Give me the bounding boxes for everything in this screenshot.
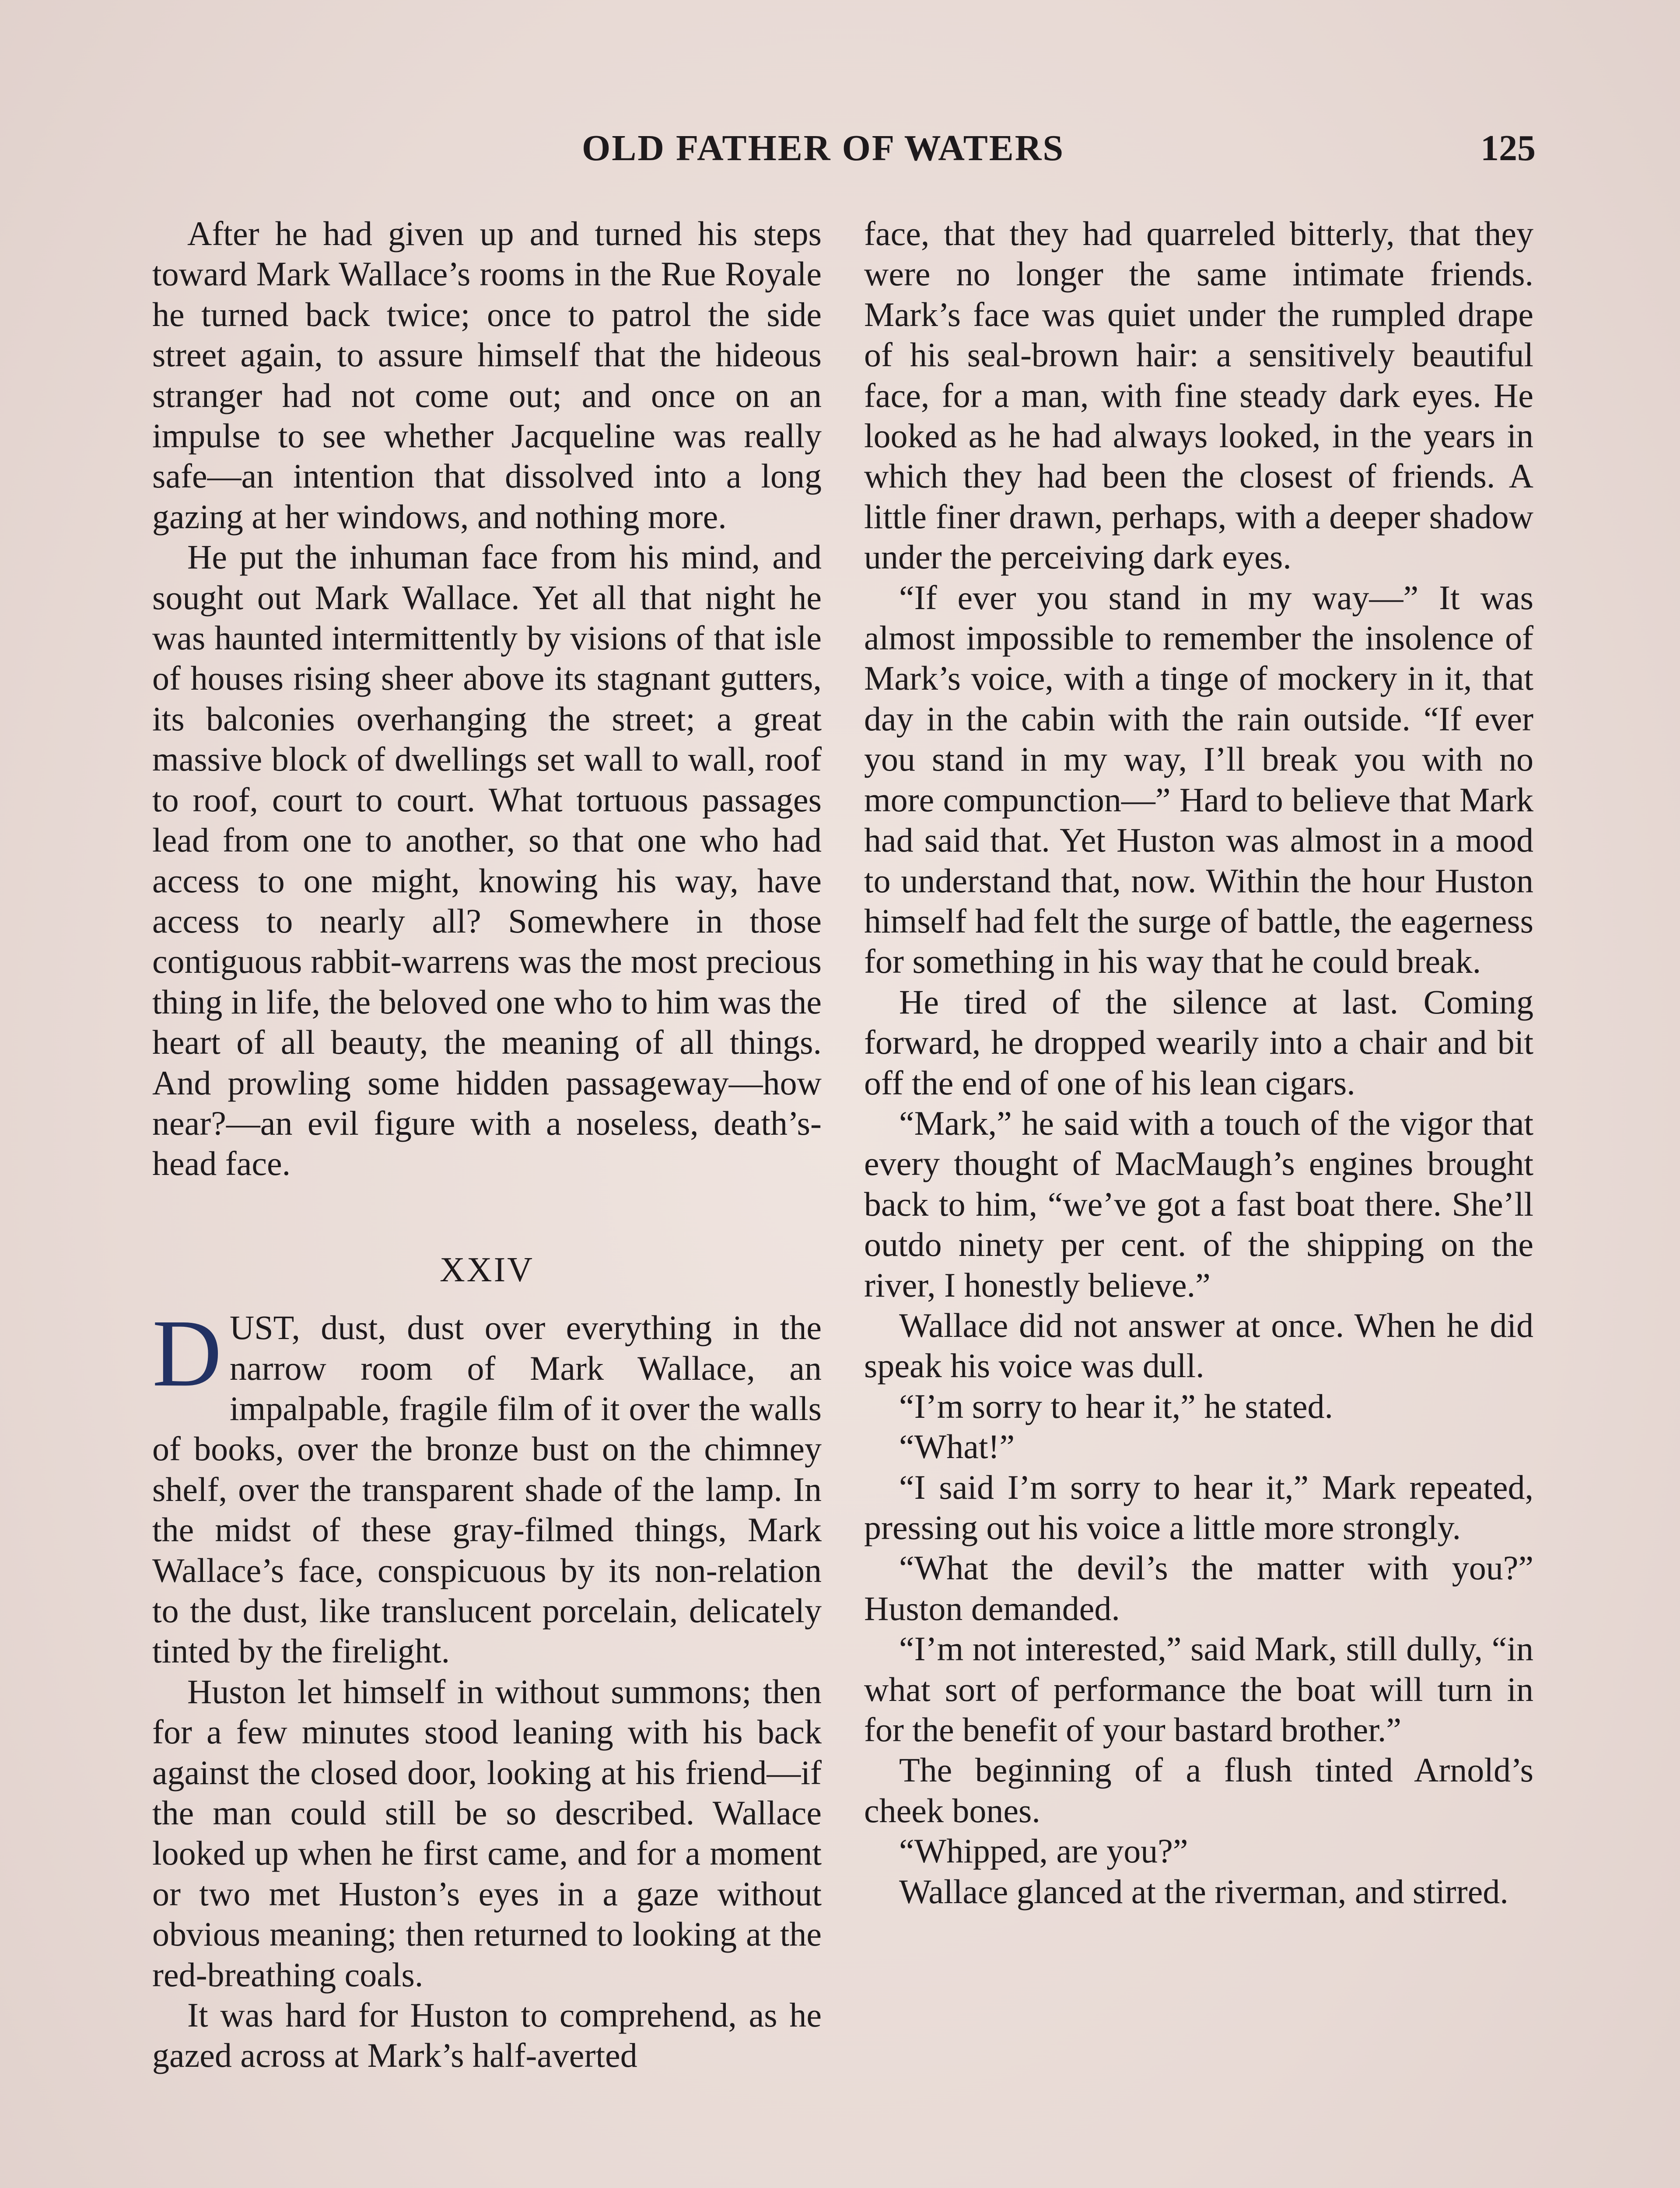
paragraph: After he had given up and turned his steps toward Mark Wallace’s rooms in the Rue Royale he turned back twice; once to patrol the side street again, to assure himself that the hideous stranger had not come out; and once on an impulse to see whether Jacqueline was really safe—an intention that dissolved into a long gazing at her windows, and nothing more. [152, 214, 822, 536]
paragraph: “Whipped, are you?” [899, 1832, 1188, 1870]
paragraph: It was hard for Huston to comprehend, as he gazed across at Mark’s half-averted [152, 1996, 822, 2075]
paragraph: “I said I’m sorry to hear it,” Mark repeated, pressing out his voice a little more strongly. [864, 1468, 1533, 1546]
page-number: 125 [1480, 128, 1536, 168]
paragraph: “What!” [899, 1427, 1015, 1466]
chapter-opening-paragraph [152, 1300, 822, 1672]
paragraph: “If ever you stand in my way—” It was almost impossible to remember the insolence of Mark’s voice, with a tinge of mockery in it, that day in the cabin with the rain outside. “If ever you stand in my way, I’ll break you with no more compunction—” Hard to believe that Mark had said that. Yet Huston was almost in a mood to understand that, now. Within the hour Huston himself had felt the surge of battle, the eagerness for something in his way that he could break. [864, 578, 1533, 981]
page-header [0, 127, 1680, 175]
paragraph: “I’m sorry to hear it,” he stated. [899, 1387, 1333, 1425]
paragraph: Huston let himself in without summons; then for a few minutes stood leaning with his back against the closed door, looking at his friend—if the man could still be so described. Wallace looked up when he first came, and for a moment or two met Huston’s eyes in a gaze without obvious meaning; then returned to looking at the red-breathing coals. [152, 1672, 822, 1994]
chapter-first-word: UST, [229, 1308, 300, 1347]
paragraph: He tired of the silence at last. Coming forward, he dropped wearily into a chair and bit off the end of one of his lean cigars. [864, 982, 1533, 1102]
paragraph: “What the devil’s the matter with you?” Huston demanded. [864, 1549, 1533, 1627]
drop-cap: D [152, 1300, 222, 1407]
paragraph: “I’m not interested,” said Mark, still dully, “in what sort of performance the boat will turn in for the benefit of your bastard brother.” [864, 1630, 1533, 1749]
chapter-opening-text: dust, dust over everything in the narrow room of Mark Wallace, an impalpable, fragile film of it over the walls of books, over the bronze bust on the chimney shelf, over the transparent shade of the lamp. In the midst of these gray-filmed things, Mark Wallace’s face, conspicuous by its non-relation to the dust, like translucent porcelain, delicately tinted by the firelight. [152, 1308, 822, 1670]
right-column [864, 214, 1533, 1912]
running-title: OLD FATHER OF WATERS [582, 128, 1065, 168]
paragraph: Wallace did not answer at once. When he did speak his voice was dull. [864, 1306, 1533, 1385]
paragraph: “Mark,” he said with a touch of the vigor that every thought of MacMaugh’s engines brought back to him, “we’ve got a fast boat there. She’ll outdo ninety per cent. of the shipping on the river, I honestly believe.” [864, 1104, 1533, 1304]
paragraph: The beginning of a flush tinted Arnold’s cheek bones. [864, 1751, 1533, 1830]
paragraph: He put the inhuman face from his mind, and sought out Mark Wallace. Yet all that night he was haunted intermittently by visions of that isle of houses rising sheer above its stagnant gutters, its balconies overhanging the street; a great massive block of dwellings set wall to wall, roof to roof, court to court. What tortuous passages lead from one to another, so that one who had access to one might, knowing his way, have access to nearly all? Somewhere in those contiguous rabbit-warrens was the most precious thing in life, the beloved one who to him was the heart of all beauty, the meaning of all things. And prowling some hidden passageway—how near?—an evil figure with a noseless, death’s-head face. [152, 538, 822, 1183]
paragraph: Wallace glanced at the riverman, and stirred. [899, 1872, 1508, 1911]
chapter-heading: XXIV [440, 1250, 534, 1289]
left-column [152, 214, 822, 2076]
paragraph: face, that they had quarreled bitterly, that they were no longer the same intimate friends. Mark’s face was quiet under the rumpled drape of his seal-brown hair: a sensitively beautiful face, for a man, with fine steady dark eyes. He looked as he had always looked, in the years in which they had been the closest of friends. A little finer drawn, perhaps, with a deeper shadow under the perceiving dark eyes. [864, 214, 1533, 576]
